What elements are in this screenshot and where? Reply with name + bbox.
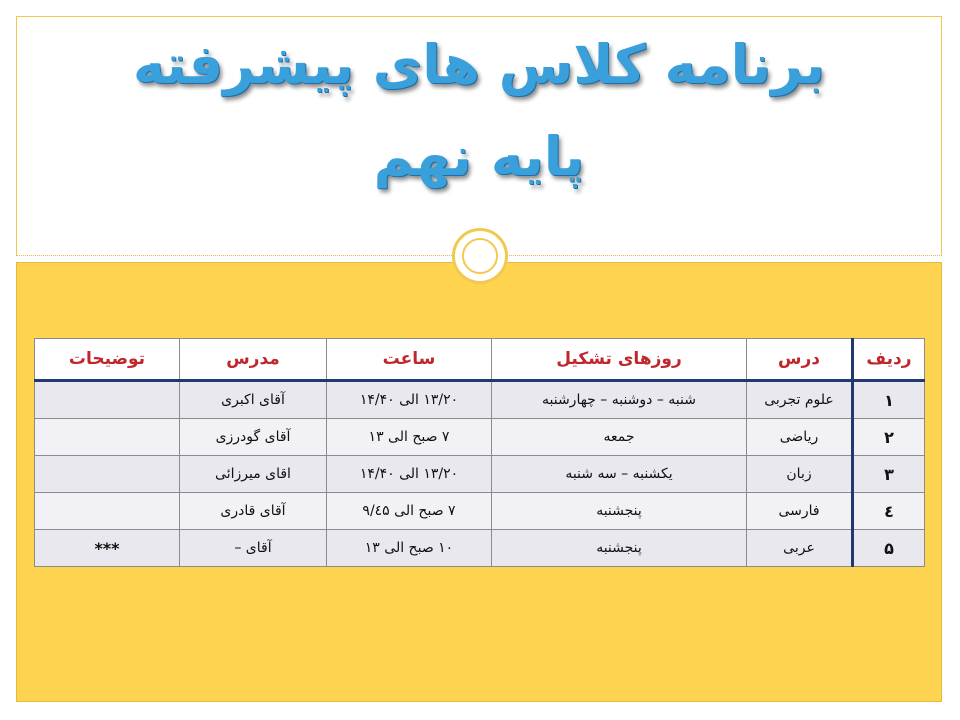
header-subject: درس [747,339,853,381]
cell-time: ۱۰ صبح الی ۱۳ [327,530,492,567]
cell-row-number: ٤ [853,493,925,530]
table-row [35,493,925,530]
table-header-row [35,339,925,381]
cell-notes [35,456,180,493]
table-row [35,419,925,456]
cell-row-number: ۵ [853,530,925,567]
circle-ornament-inner [462,238,498,274]
cell-teacher: آقای گودرزی [180,419,327,456]
cell-subject: عربی [747,530,853,567]
header-teacher: مدرس [180,339,327,381]
cell-notes [35,381,180,419]
cell-subject: ریاضی [747,419,853,456]
header-row-number: ردیف [853,339,925,381]
cell-row-number: ۱ [853,381,925,419]
cell-teacher: آقای قادری [180,493,327,530]
title-line-2: پایه نهم [373,125,585,188]
cell-days: شنبه – دوشنبه – چهارشنبه [492,381,747,419]
cell-notes [35,493,180,530]
cell-time: ۷ صبح الی ۹/٤۵ [327,493,492,530]
cell-notes: *** [35,530,180,567]
cell-teacher: آقای اکبری [180,381,327,419]
cell-days: پنجشنبه [492,493,747,530]
cell-row-number: ۳ [853,456,925,493]
cell-teacher: آقای – [180,530,327,567]
header-notes: توضیحات [35,339,180,381]
table-row [35,381,925,419]
cell-subject: زبان [747,456,853,493]
cell-time: ۷ صبح الی ۱۳ [327,419,492,456]
table-row [35,456,925,493]
cell-days: جمعه [492,419,747,456]
cell-subject: علوم تجربی [747,381,853,419]
cell-subject: فارسی [747,493,853,530]
header-days: روزهای تشکیل [492,339,747,381]
cell-time: ۱۳/۲۰ الی ۱۴/۴۰ [327,456,492,493]
table-row [35,530,925,567]
cell-teacher: اقای میرزائی [180,456,327,493]
cell-row-number: ۲ [853,419,925,456]
cell-days: یکشنبه – سه شنبه [492,456,747,493]
title-line-1: برنامه کلاس های پیشرفته [132,33,826,96]
header-time: ساعت [327,339,492,381]
cell-days: پنجشنبه [492,530,747,567]
schedule-table [34,338,925,567]
cell-time: ۱۳/۲۰ الی ۱۴/۴۰ [327,381,492,419]
cell-notes [35,419,180,456]
circle-ornament-icon [452,228,508,284]
